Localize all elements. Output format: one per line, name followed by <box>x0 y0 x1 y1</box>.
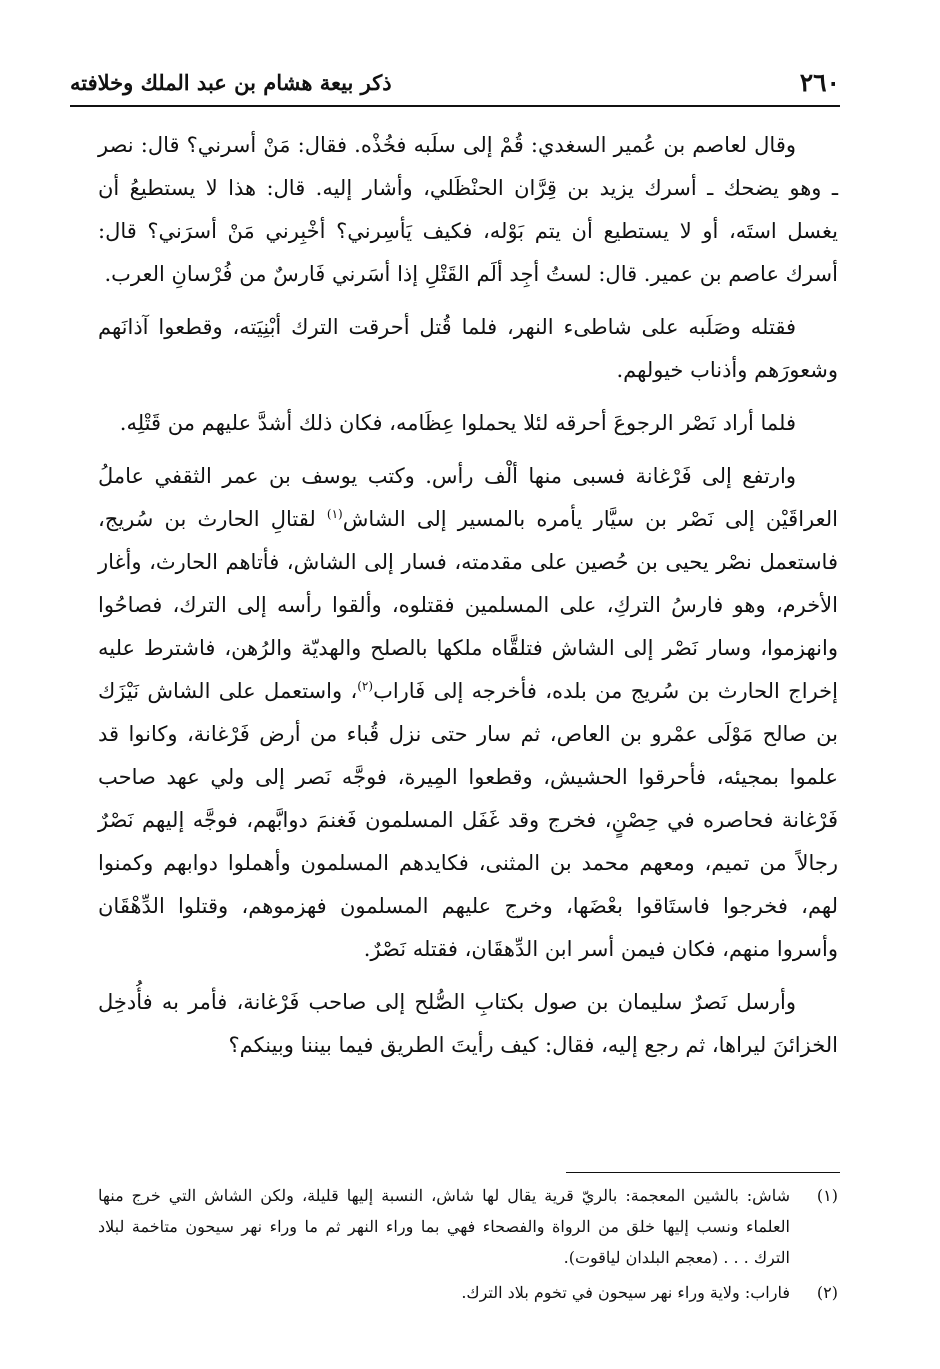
paragraph-4 <box>98 455 838 971</box>
running-title: ذكر بيعة هشام بن عبد الملك وخلافته <box>70 70 392 95</box>
paragraph-4-part-1: وارتفع إلى فَرْغانة فسبى منها ألْف رأس. وكتب يوسف بن عمر الثقفي عاملُ العراقَيْن إلى نَصْر بن سيَّار يأمره بالمسير إلى الشاش <box>98 464 838 531</box>
footnote-text: شاش: بالشين المعجمة: بالريّ قرية يقال لها شاش، النسبة إليها قليلة، ولكن الشاش التي خرج منها العلماء ونسب إليها خلق من الرواة والفصحاء فهي بما وراء النهر ثم ما وراء نهر سيحون متاخمة لبلاد الترك . . . (معجم البلدان لياقوت). <box>98 1186 790 1267</box>
paragraph-1: وقال لعاصم بن عُمير السغدي: قُمْ إلى سلَبه فخُذْه. فقال: مَنْ أسرني؟ قال: نصر ـ وهو يضحك ـ أسرك يزيد بن قِرَّان الحنْظَلي، وأشار إليه. قال: هذا لا يستطيعُ أن يغسل استَه، أو لا يستطيع أن يتم بَوْله، فكيف يَأسِرني؟ أخْبِرني مَنْ أسرَني؟ قال: أسرك عاصم بن عمير. قال: لستُ أجِد ألَم القَتْلِ إذا أسَرني فَارسٌ من فُرْسانِ العرب. <box>98 133 838 286</box>
main-text <box>98 124 838 1077</box>
header-divider <box>70 105 840 107</box>
paragraph-4-part-3: ، واستعمل على الشاش نَيْزَك بن صالح مَوْلَى عمْرو بن العاص، ثم سار حتى نزل قُباء من أرض فَرْغانة، وكانوا قد علموا بمجيئه، فأحرقوا الحشيش، وقطعوا المِيرة، فوجَّه نَصر إلى ولي عهد صاحب فَرْغانة فحاصره في حِصْنٍ، فخرج وقد غَفَل المسلمون فَغنمَ دوابَّهم، فوجَّه إليهم نَصْرٌ رجالاً من تميم، ومعهم محمد بن المثنى، فكايدهم المسلمون وأهملوا دوابهم وكمنوا لهم، فخرجوا فاستَاقوا بعْضَها، وخرج عليهم المسلمون فهزموهم، وقتلوا الدِّهْقَان وأسروا منهم، فكان فيمن أسر ابن الدِّهقَان، فقتله نَصْرٌ. <box>98 679 838 961</box>
paragraph-4-part-2: لقتالِ الحارث بن سُريج، فاستعمل نصْر يحيى بن حُصين على مقدمته، فسار إلى الشاش، فأتاهم الحارث، وأغار الأخرم، وهو فارسُ التركِ، على المسلمين فقتلوه، وألقوا رأسه إلى الترك، فصاحُوا وانهزموا، وسار نَصْر إلى الشاش فتلقَّاه ملكها بالصلح والهديّة والرُهن، فاشترط عليه إخراج الحارث بن سُريج من بلده، فأخرجه إلى فَاراب <box>98 507 838 703</box>
footnote-divider <box>566 1172 840 1173</box>
footnote-text: فاراب: ولاية وراء نهر سيحون في تخوم بلاد الترك. <box>461 1283 790 1302</box>
footnote-ref-1[interactable]: (١) <box>326 507 343 521</box>
footnote-number: (٢) <box>816 1283 838 1302</box>
footnotes <box>98 1180 838 1312</box>
page-number: ٢٦٠ <box>799 68 840 97</box>
footnote-1 <box>98 1180 838 1273</box>
paragraph-3: فلما أراد نَصْر الرجوعَ أحرقه لئلا يحملوا عِظَامه، فكان ذلك أشدَّ عليهم من قَتْلِه. <box>119 411 796 435</box>
footnote-ref-2[interactable]: (٢) <box>357 679 374 693</box>
footnote-2 <box>98 1277 838 1308</box>
page-header <box>70 52 840 102</box>
paragraph-5: وأرسل نَصرٌ سليمان بن صول بكتابِ الصُّلح إلى صاحب فَرْغانة، فأمر به فأُدخِل الخزائنَ ليراها، ثم رجع إليه، فقال: كيف رأيتَ الطريق فيما بيننا وبينكم؟ <box>98 990 838 1057</box>
footnote-number: (١) <box>816 1186 838 1205</box>
paragraph-2: فقتله وصَلَبه على شاطىء النهر، فلما قُتل أحرقت الترك أبْنِيَته، وقطعوا آذانَهم وشعورَهم وأذناب خيولهم. <box>98 315 838 382</box>
